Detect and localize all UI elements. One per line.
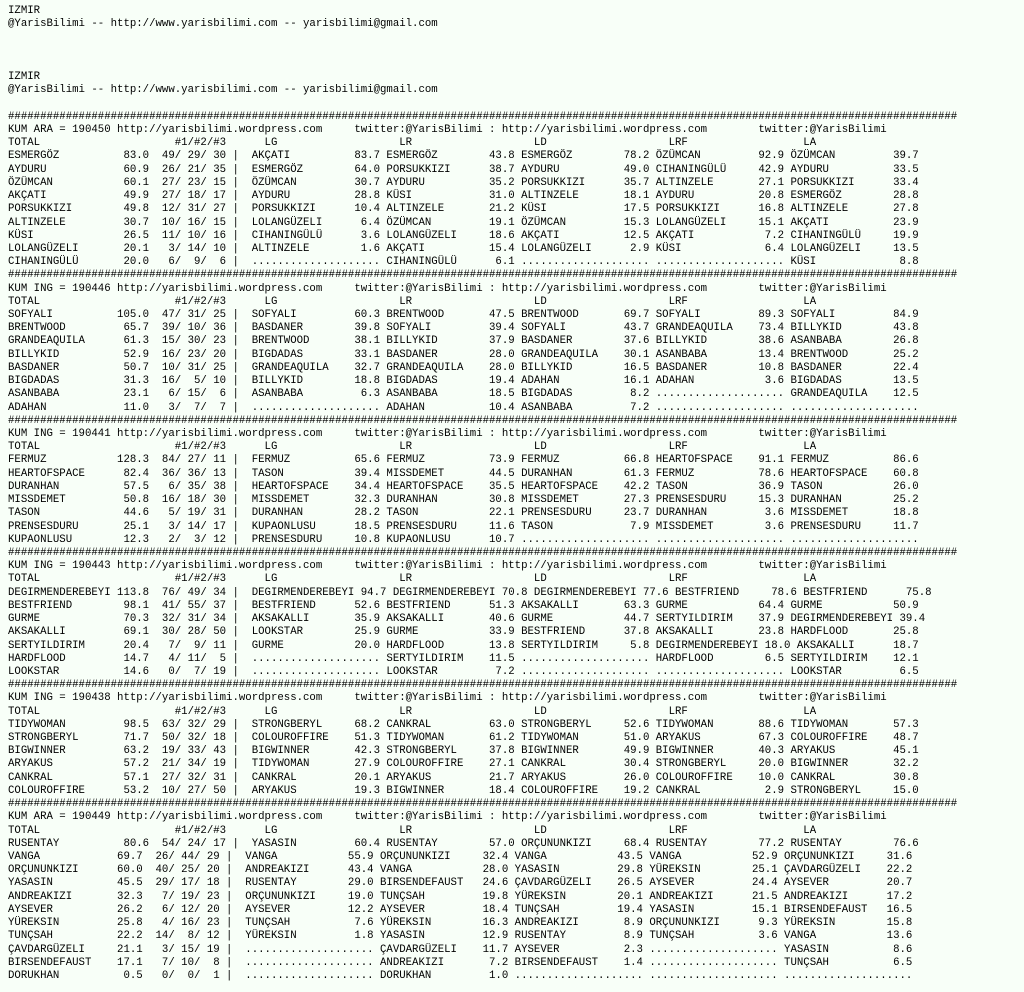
- table-row: AYSEVER 26.2 6/ 12/ 20 | AYSEVER 12.2 AYSEVER 18.4 TUNÇSAH 19.4 YASASIN 15.1 BIRSENDEFAUST 16.5: [8, 903, 913, 916]
- section-separator: ####################################################################################################################################################: [8, 269, 958, 282]
- table-row: SOFYALI 105.0 47/ 31/ 25 | SOFYALI 60.3 BRENTWOOD 47.5 BRENTWOOD 69.7 SOFYALI 89.3 SOFYALI 84.9: [8, 309, 919, 322]
- table-row: TUNÇSAH 22.2 14/ 8/ 12 | YÜREKSIN 1.8 YASASIN 12.9 RUSENTAY 8.9 TUNÇSAH 3.6 VANGA 13.6: [8, 930, 913, 943]
- table-row: HEARTOFSPACE 82.4 36/ 36/ 13 | TASON 39.4 MISSDEMET 44.5 DURANHAN 61.3 FERMUZ 78.6 HEARTOFSPACE 60.8: [8, 467, 919, 480]
- table-row: KÜSI 26.5 11/ 10/ 16 | CIHANINGÜLÜ 3.6 LOLANGÜZELI 18.6 AKÇATI 12.5 AKÇATI 7.2 CIHANINGÜLÜ 19.9: [8, 229, 919, 242]
- table-header-row: TOTAL #1/#2/#3 LG LR LD LRF LA: [8, 441, 817, 454]
- page-city: IZMIR: [8, 5, 41, 17]
- table-row: AYDURU 60.9 26/ 21/ 35 | ESMERGÖZ 64.0 PORSUKKIZI 38.7 AYDURU 49.0 CIHANINGÜLÜ 42.9 AYDURU 33.5: [8, 163, 919, 176]
- table-row: ANDREAKIZI 32.3 7/ 19/ 23 | ORÇUNUNKIZI 19.0 TUNÇSAH 19.8 YÜREKSIN 20.1 ANDREAKIZI 21.5 ANDREAKIZI 17.2: [8, 890, 913, 903]
- table-row: KUPAONLUSU 12.3 2/ 3/ 12 | PRENSESDURU 10.8 KUPAONLUSU 10.7 .................... .................... ....................: [8, 533, 919, 546]
- race-info-line: KUM ARA = 190450 http://yarisbilimi.wordpress.com twitter:@YarisBilimi : http://yarisbilimi.wordpress.com twitter:@YarisBilimi: [8, 123, 887, 136]
- table-header-row: TOTAL #1/#2/#3 LG LR LD LRF LA: [8, 824, 817, 837]
- table-row: DEGIRMENDEREBEYI 113.8 76/ 49/ 34 | DEGIRMENDEREBEYI 94.7 DEGIRMENDEREBEYI 70.8 DEGIRMENDEREBEYI 77.6 BESTFRIEND 78.6 BESTFRIEND 75.8: [8, 586, 932, 599]
- table-row: BESTFRIEND 98.1 41/ 55/ 37 | BESTFRIEND 52.6 BESTFRIEND 51.3 AKSAKALLI 63.3 GURME 64.4 GURME 50.9: [8, 599, 919, 612]
- table-row: CANKRAL 57.1 27/ 32/ 31 | CANKRAL 20.1 ARYAKUS 21.7 ARYAKUS 26.0 COLOUROFFIRE 10.0 CANKRAL 30.8: [8, 771, 919, 784]
- race-info-line: KUM ING = 190446 http://yarisbilimi.wordpress.com twitter:@YarisBilimi : http://yarisbilimi.wordpress.com twitter:@YarisBilimi: [8, 282, 887, 295]
- section-separator: ####################################################################################################################################################: [8, 546, 958, 559]
- table-row: DORUKHAN 0.5 0/ 0/ 1 | .................... DORUKHAN 1.0 .................... .................... ....................: [8, 969, 913, 982]
- section-separator: ####################################################################################################################################################: [8, 414, 958, 427]
- table-row: ÖZÜMCAN 60.1 27/ 23/ 15 | ÖZÜMCAN 30.7 AYDURU 35.2 PORSUKKIZI 35.7 ALTINZELE 27.1 PORSUKKIZI 33.4: [8, 176, 919, 189]
- table-row: FERMUZ 128.3 84/ 27/ 11 | FERMUZ 65.6 FERMUZ 73.9 FERMUZ 66.8 HEARTOFSPACE 91.1 FERMUZ 86.6: [8, 454, 919, 467]
- table-row: DURANHAN 57.5 6/ 35/ 38 | HEARTOFSPACE 34.4 HEARTOFSPACE 35.5 HEARTOFSPACE 42.2 TASON 36.9 TASON 26.0: [8, 480, 919, 493]
- table-row: HARDFLOOD 14.7 4/ 11/ 5 | .................... SERTYILDIRIM 11.5 .................... HARDFLOOD 6.5 SERTYILDIRIM 12.1: [8, 652, 919, 665]
- table-row: GRANDEAQUILA 61.3 15/ 30/ 23 | BRENTWOOD 38.1 BILLYKID 37.9 BASDANER 37.6 BILLYKID 38.6 ASANBABA 26.8: [8, 335, 919, 348]
- table-row: VANGA 69.7 26/ 44/ 29 | VANGA 55.9 ORÇUNUNKIZI 32.4 VANGA 43.5 VANGA 52.9 ORÇUNUNKIZI 31.6: [8, 851, 913, 863]
- table-header-row: TOTAL #1/#2/#3 LG LR LD LRF LA: [8, 295, 817, 308]
- race-info-line: KUM ING = 190438 http://yarisbilimi.wordpress.com twitter:@YarisBilimi : http://yarisbilimi.wordpress.com twitter:@YarisBilimi: [8, 692, 887, 705]
- race-sections: [8, 111, 1024, 983]
- table-row: GURME 70.3 32/ 31/ 34 | AKSAKALLI 35.9 AKSAKALLI 40.6 GURME 44.7 SERTYILDIRIM 37.9 DEGIRMENDEREBEYI 39.4: [8, 613, 926, 626]
- table-row: YASASIN 45.5 29/ 17/ 18 | RUSENTAY 29.0 BIRSENDEFAUST 24.6 ÇAVDARGÜZELI 26.5 AYSEVER 24.4 AYSEVER 20.7: [8, 877, 913, 890]
- table-row: COLOUROFFIRE 53.2 10/ 27/ 50 | ARYAKUS 19.3 BIGWINNER 18.4 COLOUROFFIRE 19.2 CANKRAL 2.9 STRONGBERYL 15.0: [8, 784, 919, 797]
- page-contact-repeat: @YarisBilimi -- http://www.yarisbilimi.com -- yarisbilimi@gmail.com: [8, 84, 438, 97]
- table-row: AKÇATI 49.9 27/ 18/ 17 | AYDURU 28.8 KÜSI 31.0 ALTINZELE 18.1 AYDURU 20.8 ESMERGÖZ 28.8: [8, 190, 919, 203]
- table-row: BILLYKID 52.9 16/ 23/ 20 | BIGDADAS 33.1 BASDANER 28.0 GRANDEAQUILA 30.1 ASANBABA 13.4 BRENTWOOD 25.2: [8, 348, 919, 361]
- table-row: YÜREKSIN 25.8 4/ 16/ 23 | TUNÇSAH 7.6 YÜREKSIN 16.3 ANDREAKIZI 8.9 ORÇUNUNKIZI 9.3 YÜREKSIN 15.8: [8, 917, 913, 930]
- table-row: PORSUKKIZI 49.8 12/ 31/ 27 | PORSUKKIZI 10.4 ALTINZELE 21.2 KÜSI 17.5 PORSUKKIZI 16.8 ALTINZELE 27.8: [8, 203, 919, 216]
- table-row: TIDYWOMAN 98.5 63/ 32/ 29 | STRONGBERYL 68.2 CANKRAL 63.0 STRONGBERYL 52.6 TIDYWOMAN 88.6 TIDYWOMAN 57.3: [8, 718, 919, 731]
- section-separator: ####################################################################################################################################################: [8, 679, 958, 692]
- table-row: BASDANER 50.7 10/ 31/ 25 | GRANDEAQUILA 32.7 GRANDEAQUILA 28.0 BILLYKID 16.5 BASDANER 10.8 BASDANER 22.4: [8, 361, 919, 374]
- section-separator: ####################################################################################################################################################: [8, 110, 958, 123]
- page-contact: @YarisBilimi -- http://www.yarisbilimi.com -- yarisbilimi@gmail.com: [8, 18, 438, 31]
- table-row: BRENTWOOD 65.7 39/ 10/ 36 | BASDANER 39.8 SOFYALI 39.4 SOFYALI 43.7 GRANDEAQUILA 73.4 BILLYKID 43.8: [8, 322, 919, 335]
- table-row: CIHANINGÜLÜ 20.0 6/ 9/ 6 | .................... CIHANINGÜLÜ 6.1 .................... .................... KÜSI 8.8: [8, 256, 919, 269]
- race-info-line: KUM ING = 190443 http://yarisbilimi.wordpress.com twitter:@YarisBilimi : http://yarisbilimi.wordpress.com twitter:@YarisBilimi: [8, 560, 887, 573]
- table-row: LOOKSTAR 14.6 0/ 7/ 19 | .................... LOOKSTAR 7.2 .................... .................... LOOKSTAR 6.5: [8, 665, 919, 678]
- table-row: ASANBABA 23.1 6/ 15/ 6 | ASANBABA 6.3 ASANBABA 18.5 BIGDADAS 8.2 .................... GRANDEAQUILA 12.5: [8, 388, 919, 401]
- table-row: ESMERGÖZ 83.0 49/ 29/ 30 | AKÇATI 83.7 ESMERGÖZ 43.8 ESMERGÖZ 78.2 ÖZÜMCAN 92.9 ÖZÜMCAN 39.7: [8, 150, 919, 163]
- table-row: PRENSESDURU 25.1 3/ 14/ 17 | KUPAONLUSU 18.5 PRENSESDURU 11.6 TASON 7.9 MISSDEMET 3.6 PRENSESDURU 11.7: [8, 520, 919, 533]
- table-row: LOLANGÜZELI 20.1 3/ 14/ 10 | ALTINZELE 1.6 AKÇATI 15.4 LOLANGÜZELI 2.9 KÜSI 6.4 LOLANGÜZELI 13.5: [8, 242, 919, 255]
- table-row: BIGWINNER 63.2 19/ 33/ 43 | BIGWINNER 42.3 STRONGBERYL 37.8 BIGWINNER 49.9 BIGWINNER 40.3 ARYAKUS 45.1: [8, 745, 919, 758]
- table-row: BIRSENDEFAUST 17.1 7/ 10/ 8 | .................... ANDREAKIZI 7.2 BIRSENDEFAUST 1.4 .................... TUNÇSAH 6.5: [8, 956, 913, 969]
- table-row: ADAHAN 11.0 3/ 7/ 7 | .................... ADAHAN 10.4 ASANBABA 7.2 .................... ....................: [8, 401, 919, 414]
- table-row: BIGDADAS 31.3 16/ 5/ 10 | BILLYKID 18.8 BIGDADAS 19.4 ADAHAN 16.1 ADAHAN 3.6 BIGDADAS 13.5: [8, 375, 919, 388]
- table-header-row: TOTAL #1/#2/#3 LG LR LD LRF LA: [8, 573, 817, 586]
- table-header-row: TOTAL #1/#2/#3 LG LR LD LRF LA: [8, 137, 817, 150]
- table-row: MISSDEMET 50.8 16/ 18/ 30 | MISSDEMET 32.3 DURANHAN 30.8 MISSDEMET 27.3 PRENSESDURU 15.3 DURANHAN 25.2: [8, 494, 919, 507]
- table-row: ARYAKUS 57.2 21/ 34/ 19 | TIDYWOMAN 27.9 COLOUROFFIRE 27.1 CANKRAL 30.4 STRONGBERYL 20.0 BIGWINNER 32.2: [8, 758, 919, 771]
- table-row: RUSENTAY 80.6 54/ 24/ 17 | YASASIN 60.4 RUSENTAY 57.0 ORÇUNUNKIZI 68.4 RUSENTAY 77.2 RUSENTAY 76.6: [8, 837, 919, 850]
- table-row: TASON 44.6 5/ 19/ 31 | DURANHAN 28.2 TASON 22.1 PRENSESDURU 23.7 DURANHAN 3.6 MISSDEMET 18.8: [8, 507, 919, 520]
- table-row: ORÇUNUNKIZI 60.0 40/ 25/ 20 | ANDREAKIZI 43.4 VANGA 28.0 YASASIN 29.8 YÜREKSIN 25.1 ÇAVDARGÜZELI 22.2: [8, 864, 913, 877]
- table-row: ÇAVDARGÜZELI 21.1 3/ 15/ 19 | .................... ÇAVDARGÜZELI 11.7 AYSEVER 2.3 .................... YASASIN 8.6: [8, 943, 913, 956]
- table-header-row: TOTAL #1/#2/#3 LG LR LD LRF LA: [8, 705, 817, 718]
- page-city-repeat: IZMIR: [8, 71, 41, 84]
- table-row: STRONGBERYL 71.7 50/ 32/ 18 | COLOUROFFIRE 51.3 TIDYWOMAN 61.2 TIDYWOMAN 51.0 ARYAKUS 67.3 COLOUROFFIRE 48.7: [8, 732, 919, 745]
- table-row: SERTYILDIRIM 20.4 7/ 9/ 11 | GURME 20.0 HARDFLOOD 13.8 SERTYILDIRIM 5.8 DEGIRMENDEREBEYI 18.0 AKSAKALLI 18.7: [8, 639, 919, 652]
- table-row: ALTINZELE 30.7 10/ 16/ 15 | LOLANGÜZELI 6.4 ÖZÜMCAN 19.1 ÖZÜMCAN 15.3 LOLANGÜZELI 15.1 AKÇATI 23.9: [8, 216, 919, 229]
- race-info-line: KUM ING = 190441 http://yarisbilimi.wordpress.com twitter:@YarisBilimi : http://yarisbilimi.wordpress.com twitter:@YarisBilimi: [8, 428, 887, 440]
- section-separator: ####################################################################################################################################################: [8, 798, 958, 811]
- table-row: AKSAKALLI 69.1 30/ 28/ 50 | LOOKSTAR 25.9 GURME 33.9 BESTFRIEND 37.8 AKSAKALLI 23.8 HARDFLOOD 25.8: [8, 626, 919, 639]
- race-info-line: KUM ARA = 190449 http://yarisbilimi.wordpress.com twitter:@YarisBilimi : http://yarisbilimi.wordpress.com twitter:@YarisBilimi: [8, 811, 887, 824]
